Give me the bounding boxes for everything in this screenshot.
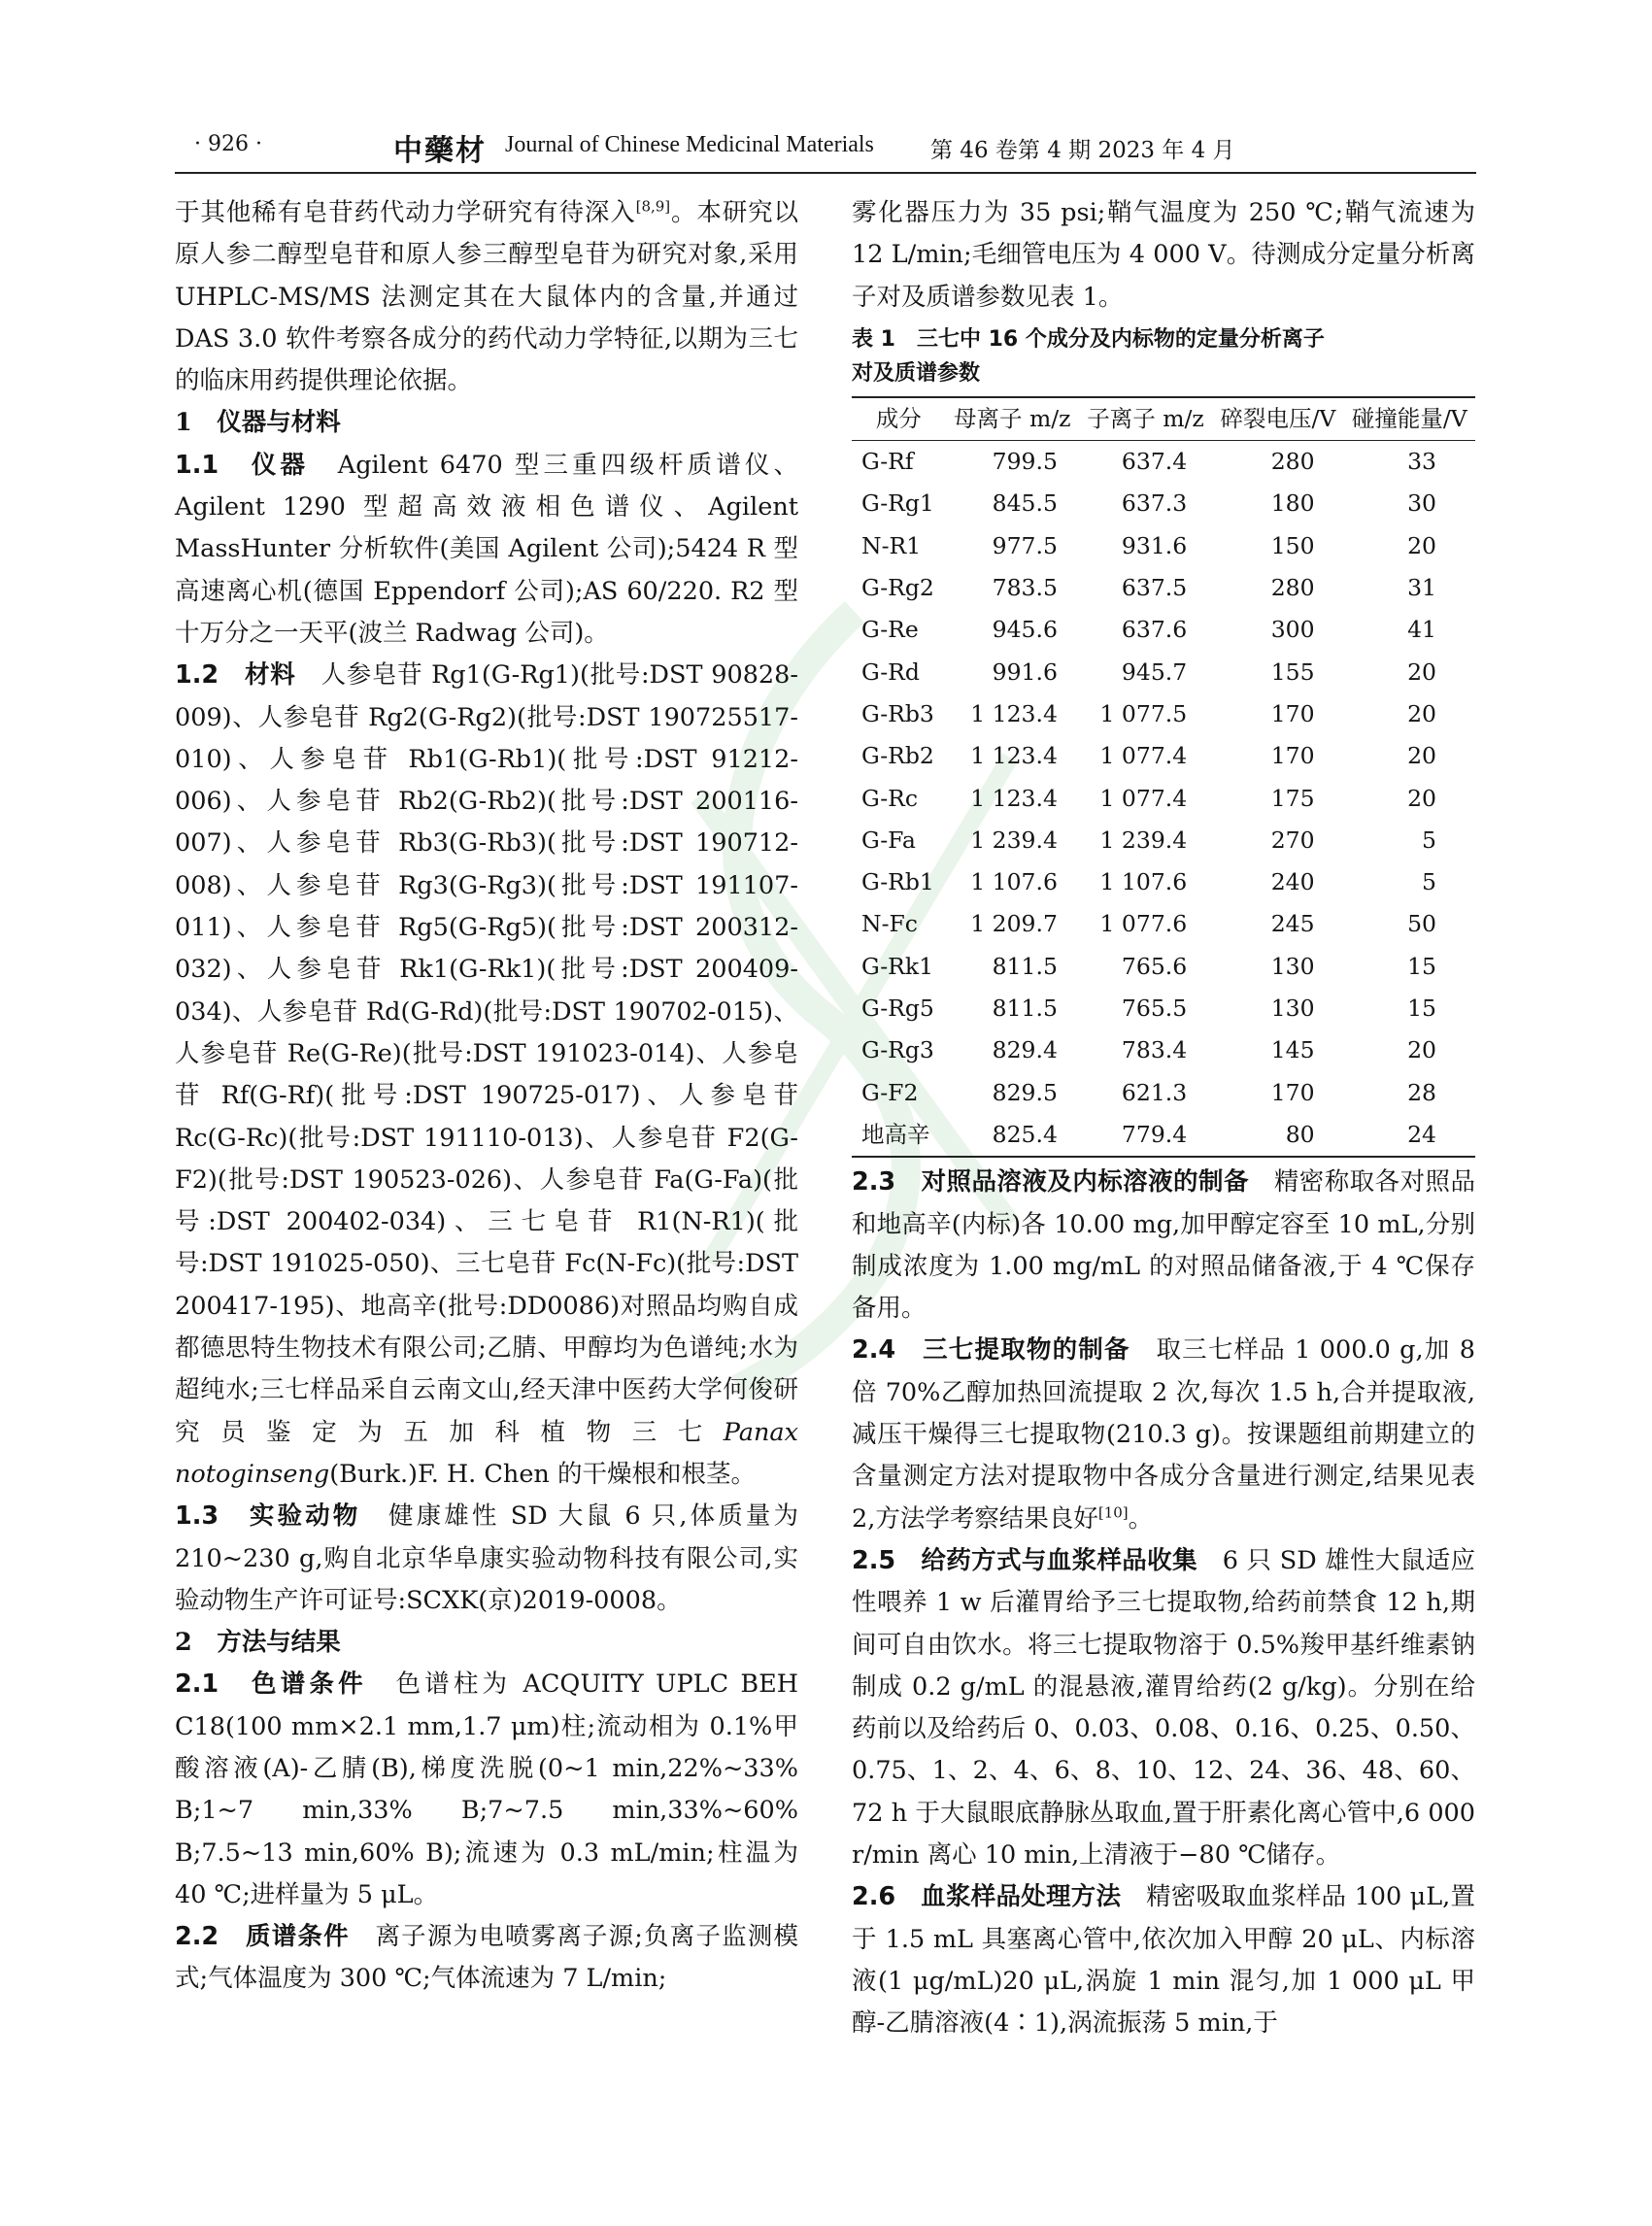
right-column [852,192,1475,2044]
value-cell: 15 [1407,952,1436,980]
value-cell: 20 [1407,658,1436,686]
value-cell: 783.4 [1121,1036,1188,1064]
section-2-4-label: 2.4 三七提取物的制备 [852,1335,1130,1366]
table-header-row [852,397,1475,441]
page-header [175,124,1476,168]
compound-cell: G-Rg1 [861,489,934,518]
compound-cell: G-Rd [861,658,920,686]
section-2-3: 2.3 对照品溶液及内标溶液的制备 精密称取各对照品和地高辛(内标)各 10.00 mg,加甲醇定容至 10 mL,分别制成浓度为 1.00 mg/mL 的对照品储备液,于 4 ℃保存备用。 [852,1167,1475,1324]
value-cell: 175 [1270,784,1315,812]
value-cell: 1 077.4 [1099,742,1188,770]
value-cell: 779.4 [1079,1114,1212,1157]
value-cell: 15 [1407,995,1436,1023]
value-cell: 811.5 [992,995,1058,1023]
value-cell: 245 [1270,910,1315,938]
value-cell: 170 [1270,1078,1315,1106]
table-row [852,1029,1475,1071]
value-cell: 270 [1270,826,1315,854]
value-cell: 1 077.5 [1099,699,1188,727]
value-cell: 30 [1407,489,1436,518]
table-row [852,778,1475,820]
value-cell: 811.5 [992,952,1058,980]
section-2-1: 2.1 色谱条件 色谱柱为 ACQUITY UPLC BEH C18(100 mm×2.1 mm,1.7 μm)柱;流动相为 0.1%甲酸溶液(A)-乙腈(B),梯度洗脱(0~1 min,22%~33% B;1~7 min,33% B;7~7.5 min,33%~60% B;7.5~13 min,60% B);流速为 0.3 mL/min;柱温为 40 ℃;进样量为 5 μL。 [175,1670,798,1909]
value-cell: 799.5 [992,448,1058,476]
value-cell: 280 [1270,448,1315,476]
section-2-3-label: 2.3 对照品溶液及内标溶液的制备 [852,1167,1249,1197]
value-cell: 20 [1407,1036,1436,1064]
table-row [852,525,1475,567]
section-1-1: 1.1 仪器 Agilent 6470 型三重四级杆质谱仪、Agilent 1290 型超高效液相色谱仪、Agilent MassHunter 分析软件(美国 Agilent 公司);5424 R 型高速离心机(德国 Eppendorf 公司);AS 60/220. R2 型十万分之一天平(波兰 Radwag 公司)。 [175,450,798,648]
value-cell: 1 123.4 [970,784,1058,812]
header-rule [175,172,1476,174]
table-row [852,988,1475,1029]
value-cell: 637.3 [1121,489,1188,518]
value-cell: 5 [1422,868,1436,896]
value-cell: 637.4 [1121,448,1188,476]
table-row [852,946,1475,988]
value-cell: 20 [1407,531,1436,559]
value-cell: 1 107.6 [970,868,1058,896]
compound-cell: N-Fc [861,910,918,938]
value-cell: 33 [1407,448,1436,476]
compound-cell: G-Rc [861,784,919,812]
value-cell: 20 [1407,742,1436,770]
compound-cell: G-Rk1 [861,952,934,980]
value-cell: 945.6 [992,616,1058,644]
table-header-cell: 碎裂电压/V [1212,397,1343,441]
value-cell: 20 [1407,784,1436,812]
table-row [852,693,1475,735]
value-cell: 20 [1407,699,1436,727]
value-cell: 1 077.4 [1099,784,1188,812]
value-cell: 765.6 [1121,952,1188,980]
section-2-1-label: 2.1 色谱条件 [175,1670,367,1700]
citation: [8,9] [635,197,671,216]
section-2-6-label: 2.6 血浆样品处理方法 [852,1882,1122,1912]
section-1-3-label: 1.3 实验动物 [175,1501,361,1532]
value-cell: 240 [1270,868,1315,896]
value-cell: 829.4 [992,1036,1058,1064]
volume-issue: 第 46 卷第 4 期 2023 年 4 月 [930,138,1235,163]
table-header-cell: 碰撞能量/V [1344,397,1475,441]
species-name: Panax notoginseng [175,1417,798,1489]
compound-cell: G-F2 [861,1078,919,1106]
value-cell: 637.5 [1121,574,1188,602]
ms-parameters-table [852,396,1475,1158]
journal-name: Journal of Chinese Medicinal Materials [505,132,874,157]
table-header-cell: 子离子 m/z [1079,397,1212,441]
value-cell: 300 [1270,616,1315,644]
value-cell: 28 [1407,1078,1436,1106]
table-row [852,652,1475,693]
value-cell: 1 107.6 [1099,868,1188,896]
section-2-5-label: 2.5 给药方式与血浆样品收集 [852,1545,1197,1575]
value-cell: 621.3 [1121,1078,1188,1106]
section-1-3: 1.3 实验动物 健康雄性 SD 大鼠 6 只,体质量为 210~230 g,购自北京华阜康实验动物科技有限公司,实验动物生产许可证号:SCXK(京)2019-0008。 [175,1501,798,1615]
section-2-2: 2.2 质谱条件 离子源为电喷雾离子源;负离子监测模式;气体温度为 300 ℃;气体流速为 7 L/min; [175,1922,798,1994]
compound-cell: G-Rb1 [861,868,934,896]
journal-logo: 中藥材 [393,134,487,168]
table-row [852,903,1475,945]
table-row [852,861,1475,903]
value-cell: 945.7 [1121,658,1188,686]
section-2-heading: 2 方法与结果 [175,1628,341,1658]
value-cell: 637.6 [1121,616,1188,644]
value-cell: 1 239.4 [1099,826,1188,854]
table-row [852,609,1475,651]
value-cell: 845.5 [992,489,1058,518]
value-cell: 170 [1270,699,1315,727]
section-1-1-label: 1.1 仪器 [175,450,310,480]
compound-cell: G-Re [861,616,919,644]
value-cell: 31 [1407,574,1436,602]
table-row [852,441,1475,484]
table-row [852,735,1475,777]
value-cell: 170 [1270,742,1315,770]
intro-paragraph: 于其他稀有皂苷药代动力学研究有待深入[8,9]。本研究以原人参二醇型皂苷和原人参三醇型皂苷为研究对象,采用 UHPLC-MS/MS 法测定其在大鼠体内的含量,并通过 DAS 3.0 软件考察各成分的药代动力学特征,以期为三七的临床用药提供理论依据。 [175,197,798,396]
table-header-cell: 母离子 m/z [946,397,1079,441]
value-cell: 991.6 [992,658,1058,686]
table-row [852,1072,1475,1114]
value-cell: 41 [1407,616,1436,644]
value-cell: 825.4 [946,1114,1079,1157]
compound-cell: G-Rb2 [861,742,934,770]
value-cell: 1 123.4 [970,699,1058,727]
value-cell: 145 [1270,1036,1315,1064]
table-row [852,483,1475,524]
compound-cell: 地高辛 [852,1114,946,1157]
value-cell: 1 209.7 [970,910,1058,938]
value-cell: 931.6 [1121,531,1188,559]
section-2-4: 2.4 三七提取物的制备 取三七样品 1 000.0 g,加 8 倍 70%乙醇加热回流提取 2 次,每次 1.5 h,合并提取液,减压干燥得三七提取物(210.3 g)。按课题组前期建立的含量测定方法对提取物中各成分含量进行测定,结果见表 2,方法学考察结果良好[10]。 [852,1335,1475,1534]
section-1-heading: 1 仪器与材料 [175,408,341,438]
compound-cell: G-Rb3 [861,699,934,727]
value-cell: 783.5 [992,574,1058,602]
table-row [852,567,1475,609]
section-2-2-label: 2.2 质谱条件 [175,1922,350,1952]
compound-cell: G-Rg2 [861,574,934,602]
citation: [10] [1097,1503,1129,1522]
value-cell: 24 [1344,1114,1475,1157]
table-row [852,820,1475,861]
value-cell: 280 [1270,574,1315,602]
value-cell: 130 [1270,995,1315,1023]
table-header-cell: 成分 [852,397,946,441]
value-cell: 1 123.4 [970,742,1058,770]
value-cell: 829.5 [992,1078,1058,1106]
section-1-2: 1.2 材料 人参皂苷 Rg1(G-Rg1)(批号:DST 90828-009)、人参皂苷 Rg2(G-Rg2)(批号:DST 190725517-010)、人参皂苷 Rb1(G-Rb1)(批号:DST 91212-006)、人参皂苷 Rb2(G-Rb2)(批号:DST 200116-007)、人参皂苷 Rb3(G-Rb3)(批号:DST 190712-008)、人参皂苷 Rg3(G-Rg3)(批号:DST 191107-011)、人参皂苷 Rg5(G-Rg5)(批号:DST 200312-032)、人参皂苷 Rk1(G-Rk1)(批号:DST 200409-034)、人参皂苷 Rd(G-Rd)(批号:DST 190702-015)、人参皂苷 Re(G-Re)(批号:DST 191023-014)、人参皂苷 Rf(G-Rf)(批号:DST 190725-017)、人参皂苷 Rc(G-Rc)(批号:DST 191110-013)、人参皂苷 F2(G-F2)(批号:DST 190523-026)、人参皂苷 Fa(G-Fa)(批号:DST 200402-034)、三七皂苷 R1(N-R1)(批号:DST 191025-050)、三七皂苷 Fc(N-Fc)(批号:DST 200417-195)、地高辛(批号:DD0086)对照品均购自成都德思特生物技术有限公司;乙腈、甲醇均为色谱纯;水为超纯水;三七样品采自云南文山,经天津中医药大学何俊研究员鉴定为五加科植物三七Panax notoginseng(Burk.)F. H. Chen 的干燥根和根茎。 [175,660,798,1489]
value-cell: 130 [1270,952,1315,980]
compound-cell: G-Rf [861,448,914,476]
value-cell: 150 [1270,531,1315,559]
value-cell: 1 077.6 [1099,910,1188,938]
value-cell: 765.5 [1121,995,1188,1023]
compound-cell: G-Rg3 [861,1036,934,1064]
section-2-6: 2.6 血浆样品处理方法 精密吸取血浆样品 100 μL,置于 1.5 mL 具塞离心管中,依次加入甲醇 20 μL、内标溶液(1 μg/mL)20 μL,涡旋 1 min 混匀,加 1 000 μL 甲醇-乙腈溶液(4∶1),涡流振荡 5 min,于 [852,1882,1475,2039]
compound-cell: G-Fa [861,826,916,854]
compound-cell: N-R1 [861,531,922,559]
table-row [852,1114,1475,1157]
table-body [852,441,1475,1158]
value-cell: 50 [1407,910,1436,938]
section-1-2-label: 1.2 材料 [175,660,296,691]
left-column [175,192,798,2001]
section-2-5: 2.5 给药方式与血浆样品收集 6 只 SD 雄性大鼠适应性喂养 1 w 后灌胃给予三七提取物,给药前禁食 12 h,期间可自由饮水。将三七提取物溶于 0.5%羧甲基纤维素钠制成 0.2 g/mL 的混悬液,灌胃给药(2 g/kg)。分别在给药前以及给药后 0、0.03、0.08、0.16、0.25、0.50、0.75、1、2、4、6、8、10、12、24、36、48、60、72 h 于大鼠眼底静脉丛取血,置于肝素化离心管中,6 000 r/min 离心 10 min,上清液于−80 ℃储存。 [852,1545,1475,1870]
value-cell: 977.5 [992,531,1058,559]
value-cell: 180 [1270,489,1315,518]
value-cell: 5 [1422,826,1436,854]
compound-cell: G-Rg5 [861,995,934,1023]
value-cell: 80 [1212,1114,1343,1157]
value-cell: 1 239.4 [970,826,1058,854]
page-number: · 926 · [194,132,262,156]
value-cell: 155 [1270,658,1315,686]
continuation-paragraph: 雾化器压力为 35 psi;鞘气温度为 250 ℃;鞘气流速为 12 L/min;毛细管电压为 4 000 V。待测成分定量分析离子对及质谱参数见表 1。 [852,198,1475,312]
table-caption: 表 1 三七中 16 个成分及内标物的定量分析离子 对及质谱参数 [852,326,1325,386]
